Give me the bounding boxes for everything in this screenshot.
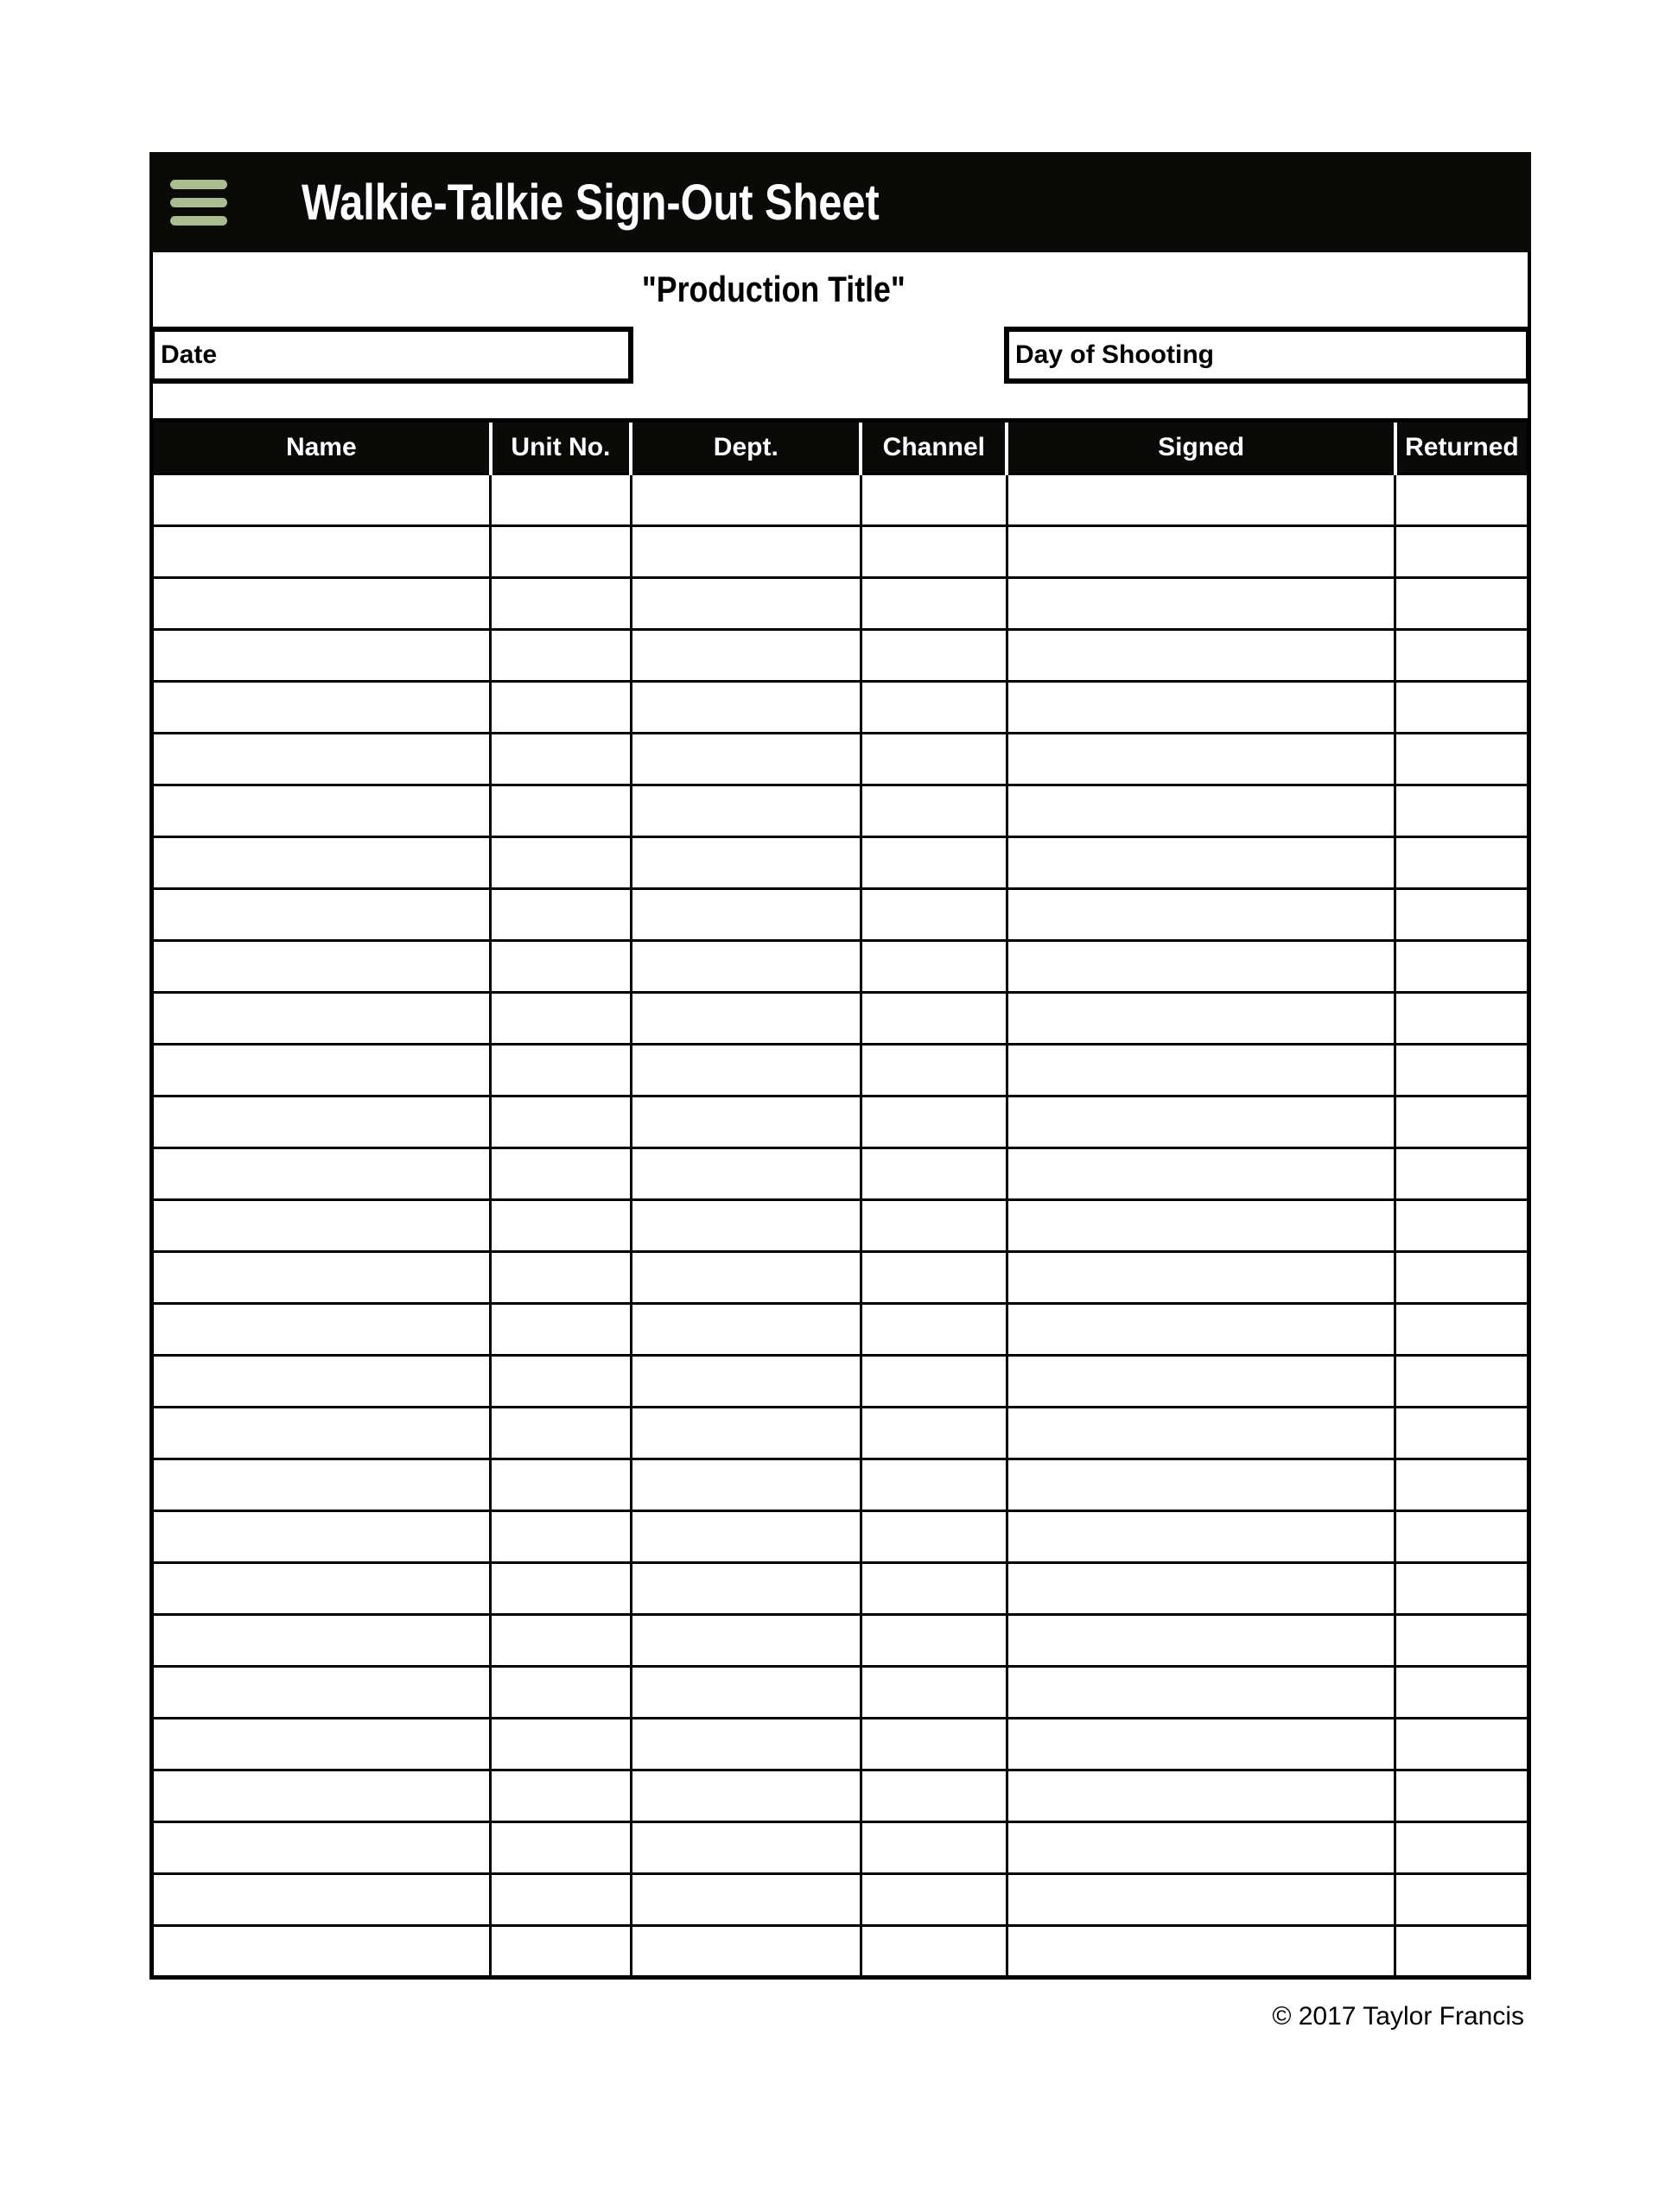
- production-title-area: [153, 252, 1528, 327]
- cell-signed[interactable]: [1007, 1770, 1395, 1822]
- table-row: [152, 1408, 1529, 1459]
- cell-signed[interactable]: [1007, 1200, 1395, 1252]
- column-header-unit-no: Unit No.: [491, 421, 632, 474]
- table-row: [152, 1148, 1529, 1200]
- table-row: [152, 1615, 1529, 1667]
- cell-unit-no[interactable]: [491, 1045, 632, 1096]
- cell-name[interactable]: [152, 1356, 491, 1408]
- table-row: [152, 941, 1529, 993]
- sheet-title: Walkie-Talkie Sign-Out Sheet: [302, 174, 880, 231]
- cell-channel[interactable]: [861, 1822, 1007, 1874]
- cell-dept[interactable]: [631, 1096, 861, 1148]
- cell-returned[interactable]: [1395, 1563, 1529, 1615]
- cell-unit-no[interactable]: [491, 1874, 632, 1926]
- table-row: [152, 1563, 1529, 1615]
- cell-unit-no[interactable]: [491, 1200, 632, 1252]
- cell-unit-no[interactable]: [491, 1459, 632, 1511]
- cell-dept[interactable]: [631, 682, 861, 734]
- cell-channel[interactable]: [861, 1874, 1007, 1926]
- cell-channel[interactable]: [861, 1719, 1007, 1770]
- cell-name[interactable]: [152, 1511, 491, 1563]
- hamburger-bar: [170, 216, 227, 226]
- cell-channel[interactable]: [861, 1252, 1007, 1304]
- cell-unit-no[interactable]: [491, 1511, 632, 1563]
- cell-returned[interactable]: [1395, 1356, 1529, 1408]
- table-row: [152, 1096, 1529, 1148]
- spacer: [153, 384, 1528, 418]
- table-row: [152, 734, 1529, 785]
- cell-dept[interactable]: [631, 734, 861, 785]
- cell-channel[interactable]: [861, 1148, 1007, 1200]
- cell-name[interactable]: [152, 993, 491, 1045]
- cell-name[interactable]: [152, 1770, 491, 1822]
- cell-returned[interactable]: [1395, 630, 1529, 682]
- cell-channel[interactable]: [861, 1770, 1007, 1822]
- cell-returned[interactable]: [1395, 1045, 1529, 1096]
- cell-unit-no[interactable]: [491, 1252, 632, 1304]
- cell-returned[interactable]: [1395, 1874, 1529, 1926]
- cell-name[interactable]: [152, 630, 491, 682]
- table-row: [152, 1770, 1529, 1822]
- cell-dept[interactable]: [631, 837, 861, 889]
- cell-returned[interactable]: [1395, 682, 1529, 734]
- cell-dept[interactable]: [631, 526, 861, 578]
- cell-unit-no[interactable]: [491, 630, 632, 682]
- cell-dept[interactable]: [631, 1874, 861, 1926]
- cell-dept[interactable]: [631, 1045, 861, 1096]
- hamburger-bar: [170, 180, 227, 189]
- cell-channel[interactable]: [861, 1200, 1007, 1252]
- cell-unit-no[interactable]: [491, 941, 632, 993]
- cell-signed[interactable]: [1007, 1926, 1395, 1978]
- cell-returned[interactable]: [1395, 941, 1529, 993]
- fields-row: [153, 327, 1528, 384]
- cell-dept[interactable]: [631, 474, 861, 526]
- cell-name[interactable]: [152, 1822, 491, 1874]
- cell-returned[interactable]: [1395, 1926, 1529, 1978]
- column-header-channel: Channel: [861, 421, 1007, 474]
- cell-signed[interactable]: [1007, 630, 1395, 682]
- table-row: [152, 1459, 1529, 1511]
- signout-table: [149, 418, 1531, 1980]
- cell-signed[interactable]: [1007, 682, 1395, 734]
- cell-unit-no[interactable]: [491, 1719, 632, 1770]
- cell-returned[interactable]: [1395, 837, 1529, 889]
- cell-dept[interactable]: [631, 941, 861, 993]
- cell-signed[interactable]: [1007, 1511, 1395, 1563]
- table-row: [152, 889, 1529, 941]
- table-row: [152, 1045, 1529, 1096]
- cell-returned[interactable]: [1395, 1719, 1529, 1770]
- cell-name[interactable]: [152, 889, 491, 941]
- cell-unit-no[interactable]: [491, 1615, 632, 1667]
- cell-name[interactable]: [152, 1874, 491, 1926]
- table-header-row: [152, 421, 1529, 474]
- table-row: [152, 1667, 1529, 1719]
- table-row: [152, 1304, 1529, 1356]
- table-row: [152, 1874, 1529, 1926]
- cell-channel[interactable]: [861, 837, 1007, 889]
- cell-dept[interactable]: [631, 1719, 861, 1770]
- cell-signed[interactable]: [1007, 941, 1395, 993]
- table-row: [152, 474, 1529, 526]
- cell-dept[interactable]: [631, 1822, 861, 1874]
- cell-name[interactable]: [152, 1045, 491, 1096]
- cell-name[interactable]: [152, 1148, 491, 1200]
- cell-channel[interactable]: [861, 889, 1007, 941]
- cell-signed[interactable]: [1007, 1615, 1395, 1667]
- cell-dept[interactable]: [631, 889, 861, 941]
- cell-signed[interactable]: [1007, 993, 1395, 1045]
- title-bar: [149, 152, 1531, 252]
- cell-channel[interactable]: [861, 630, 1007, 682]
- cell-unit-no[interactable]: [491, 1667, 632, 1719]
- cell-returned[interactable]: [1395, 1304, 1529, 1356]
- table-row: [152, 1511, 1529, 1563]
- cell-dept[interactable]: [631, 1770, 861, 1822]
- table-row: [152, 682, 1529, 734]
- cell-name[interactable]: [152, 1563, 491, 1615]
- cell-unit-no[interactable]: [491, 889, 632, 941]
- cell-dept[interactable]: [631, 1511, 861, 1563]
- cell-name[interactable]: [152, 785, 491, 837]
- cell-channel[interactable]: [861, 1615, 1007, 1667]
- table-row: [152, 837, 1529, 889]
- day-of-shooting-field[interactable]: [1004, 327, 1531, 384]
- cell-name[interactable]: [152, 1667, 491, 1719]
- cell-returned[interactable]: [1395, 1096, 1529, 1148]
- table-body: [152, 474, 1529, 1978]
- cell-returned[interactable]: [1395, 1667, 1529, 1719]
- cell-channel[interactable]: [861, 785, 1007, 837]
- date-label: Date: [161, 340, 218, 369]
- cell-returned[interactable]: [1395, 1770, 1529, 1822]
- cell-channel[interactable]: [861, 1356, 1007, 1408]
- cell-signed[interactable]: [1007, 1356, 1395, 1408]
- table-row: [152, 1822, 1529, 1874]
- cell-unit-no[interactable]: [491, 1408, 632, 1459]
- sign-out-sheet: [149, 152, 1531, 2031]
- cell-signed[interactable]: [1007, 1459, 1395, 1511]
- cell-name[interactable]: [152, 1096, 491, 1148]
- table-row: [152, 578, 1529, 630]
- cell-dept[interactable]: [631, 1148, 861, 1200]
- cell-unit-no[interactable]: [491, 1770, 632, 1822]
- cell-name[interactable]: [152, 682, 491, 734]
- cell-unit-no[interactable]: [491, 1304, 632, 1356]
- cell-name[interactable]: [152, 1615, 491, 1667]
- cell-returned[interactable]: [1395, 1252, 1529, 1304]
- cell-unit-no[interactable]: [491, 1148, 632, 1200]
- cell-returned[interactable]: [1395, 993, 1529, 1045]
- cell-unit-no[interactable]: [491, 837, 632, 889]
- cell-signed[interactable]: [1007, 734, 1395, 785]
- cell-unit-no[interactable]: [491, 578, 632, 630]
- cell-dept[interactable]: [631, 630, 861, 682]
- cell-signed[interactable]: [1007, 1719, 1395, 1770]
- table-row: [152, 1356, 1529, 1408]
- column-header-signed: Signed: [1007, 421, 1395, 474]
- cell-signed[interactable]: [1007, 1874, 1395, 1926]
- cell-signed[interactable]: [1007, 785, 1395, 837]
- table-row: [152, 1200, 1529, 1252]
- cell-channel[interactable]: [861, 682, 1007, 734]
- cell-unit-no[interactable]: [491, 474, 632, 526]
- day-of-shooting-label: Day of Shooting: [1015, 340, 1214, 369]
- cell-unit-no[interactable]: [491, 682, 632, 734]
- column-header-name: Name: [152, 421, 491, 474]
- cell-channel[interactable]: [861, 1667, 1007, 1719]
- table-row: [152, 1926, 1529, 1978]
- cell-name[interactable]: [152, 837, 491, 889]
- production-title: "Production Title": [641, 269, 906, 309]
- cell-signed[interactable]: [1007, 1304, 1395, 1356]
- cell-unit-no[interactable]: [491, 1563, 632, 1615]
- hamburger-menu-icon[interactable]: [170, 180, 227, 226]
- cell-signed[interactable]: [1007, 1822, 1395, 1874]
- cell-channel[interactable]: [861, 1563, 1007, 1615]
- column-header-dept: Dept.: [631, 421, 861, 474]
- cell-name[interactable]: [152, 1459, 491, 1511]
- cell-unit-no[interactable]: [491, 1822, 632, 1874]
- cell-name[interactable]: [152, 1252, 491, 1304]
- cell-channel[interactable]: [861, 1045, 1007, 1096]
- cell-signed[interactable]: [1007, 837, 1395, 889]
- cell-unit-no[interactable]: [491, 734, 632, 785]
- cell-returned[interactable]: [1395, 1822, 1529, 1874]
- cell-channel[interactable]: [861, 1459, 1007, 1511]
- cell-dept[interactable]: [631, 1304, 861, 1356]
- cell-name[interactable]: [152, 941, 491, 993]
- cell-signed[interactable]: [1007, 474, 1395, 526]
- cell-name[interactable]: [152, 578, 491, 630]
- cell-dept[interactable]: [631, 1356, 861, 1408]
- cell-name[interactable]: [152, 526, 491, 578]
- cell-returned[interactable]: [1395, 526, 1529, 578]
- cell-name[interactable]: [152, 474, 491, 526]
- cell-signed[interactable]: [1007, 1148, 1395, 1200]
- date-field[interactable]: [149, 327, 633, 384]
- cell-unit-no[interactable]: [491, 993, 632, 1045]
- cell-returned[interactable]: [1395, 1459, 1529, 1511]
- cell-channel[interactable]: [861, 1926, 1007, 1978]
- cell-signed[interactable]: [1007, 1563, 1395, 1615]
- cell-unit-no[interactable]: [491, 1356, 632, 1408]
- column-header-returned: Returned: [1395, 421, 1529, 474]
- cell-unit-no[interactable]: [491, 1926, 632, 1978]
- cell-returned[interactable]: [1395, 1200, 1529, 1252]
- table-row: [152, 993, 1529, 1045]
- cell-dept[interactable]: [631, 1200, 861, 1252]
- cell-dept[interactable]: [631, 1926, 861, 1978]
- cell-signed[interactable]: [1007, 1045, 1395, 1096]
- cell-returned[interactable]: [1395, 785, 1529, 837]
- cell-unit-no[interactable]: [491, 1096, 632, 1148]
- cell-dept[interactable]: [631, 785, 861, 837]
- cell-returned[interactable]: [1395, 1511, 1529, 1563]
- cell-channel[interactable]: [861, 1096, 1007, 1148]
- cell-returned[interactable]: [1395, 889, 1529, 941]
- cell-channel[interactable]: [861, 993, 1007, 1045]
- cell-returned[interactable]: [1395, 1408, 1529, 1459]
- cell-returned[interactable]: [1395, 1615, 1529, 1667]
- table-row: [152, 1719, 1529, 1770]
- cell-dept[interactable]: [631, 578, 861, 630]
- table-row: [152, 630, 1529, 682]
- cell-returned[interactable]: [1395, 578, 1529, 630]
- cell-channel[interactable]: [861, 474, 1007, 526]
- cell-returned[interactable]: [1395, 734, 1529, 785]
- cell-channel[interactable]: [861, 1511, 1007, 1563]
- cell-channel[interactable]: [861, 734, 1007, 785]
- cell-channel[interactable]: [861, 941, 1007, 993]
- table-row: [152, 1252, 1529, 1304]
- cell-name[interactable]: [152, 1926, 491, 1978]
- cell-signed[interactable]: [1007, 526, 1395, 578]
- cell-channel[interactable]: [861, 578, 1007, 630]
- cell-name[interactable]: [152, 1200, 491, 1252]
- cell-dept[interactable]: [631, 1408, 861, 1459]
- cell-signed[interactable]: [1007, 889, 1395, 941]
- cell-channel[interactable]: [861, 526, 1007, 578]
- cell-dept[interactable]: [631, 1667, 861, 1719]
- cell-dept[interactable]: [631, 993, 861, 1045]
- cell-channel[interactable]: [861, 1408, 1007, 1459]
- table-header: [152, 421, 1529, 474]
- copyright-footer: © 2017 Taylor Francis: [1272, 2002, 1524, 2031]
- cell-dept[interactable]: [631, 1563, 861, 1615]
- cell-unit-no[interactable]: [491, 785, 632, 837]
- cell-signed[interactable]: [1007, 1252, 1395, 1304]
- cell-returned[interactable]: [1395, 1148, 1529, 1200]
- cell-unit-no[interactable]: [491, 526, 632, 578]
- table-row: [152, 785, 1529, 837]
- cell-signed[interactable]: [1007, 578, 1395, 630]
- cell-name[interactable]: [152, 734, 491, 785]
- cell-returned[interactable]: [1395, 474, 1529, 526]
- hamburger-bar: [170, 198, 227, 207]
- table-row: [152, 526, 1529, 578]
- cell-signed[interactable]: [1007, 1408, 1395, 1459]
- cell-dept[interactable]: [631, 1459, 861, 1511]
- cell-signed[interactable]: [1007, 1096, 1395, 1148]
- cell-dept[interactable]: [631, 1615, 861, 1667]
- cell-signed[interactable]: [1007, 1667, 1395, 1719]
- cell-channel[interactable]: [861, 1304, 1007, 1356]
- cell-name[interactable]: [152, 1304, 491, 1356]
- cell-dept[interactable]: [631, 1252, 861, 1304]
- sheet-upper-section: [149, 252, 1531, 418]
- cell-name[interactable]: [152, 1408, 491, 1459]
- cell-name[interactable]: [152, 1719, 491, 1770]
